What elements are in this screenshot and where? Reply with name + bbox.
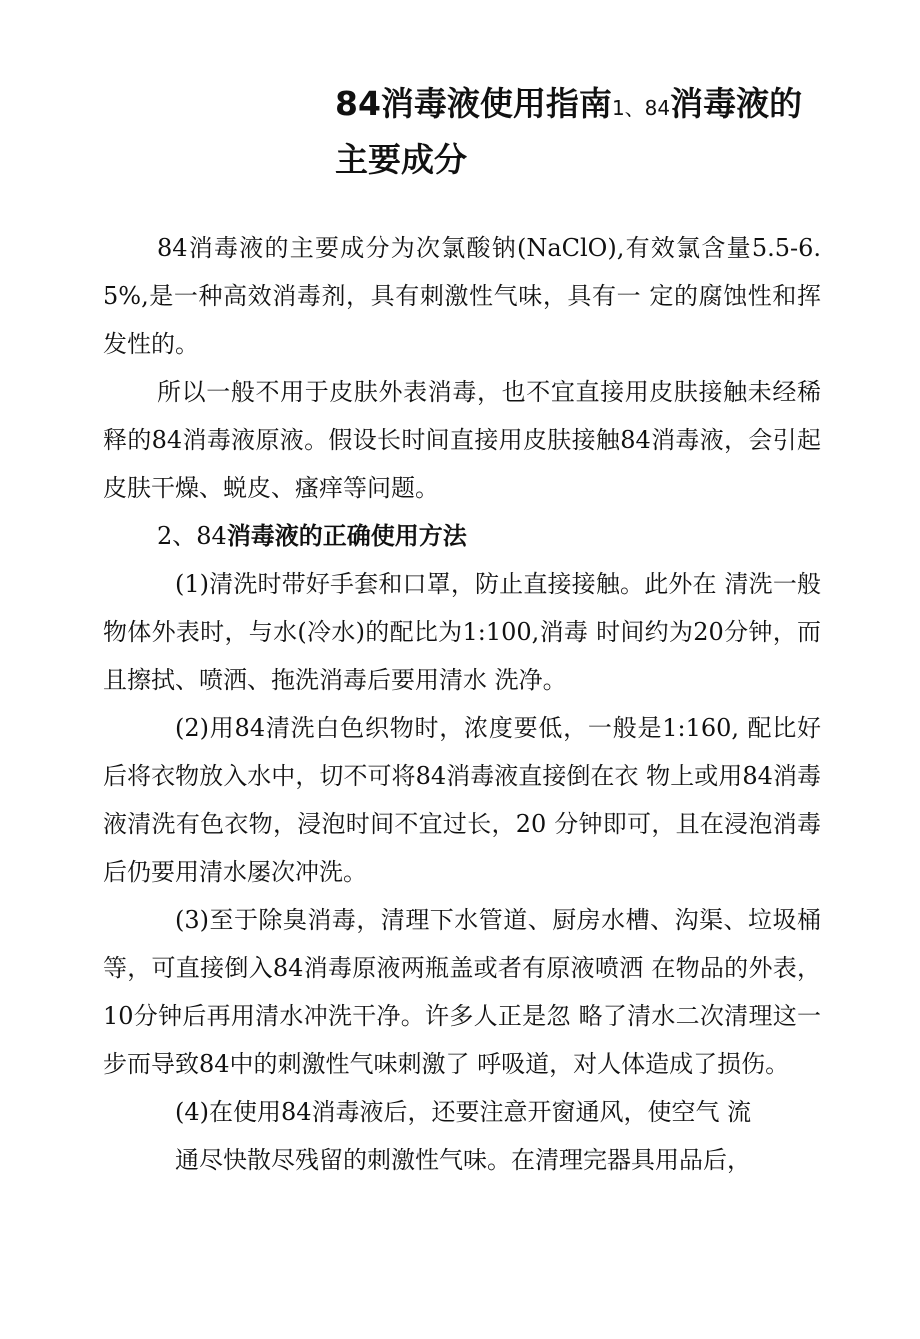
title-main: 84消毒液使用指南 (335, 84, 612, 123)
title-section-text: 消毒液的主要成分 (335, 84, 803, 179)
section-heading-text: 消毒液的正确使用方法 (226, 521, 467, 550)
document-title (335, 78, 835, 186)
document-body (103, 224, 821, 1184)
paragraph-main-ingredients: 84消毒液的主要成分为次氯酸钠(NaClO),有效氯含量5.5-6. 5%,是一种高效消毒剂，具有刺激性气味，具有一 定的腐蚀性和挥发性的。 (103, 234, 821, 358)
paragraph-usage-4-line2: 通尽快散尽残留的刺激性气味。在清理完器具用品后， (175, 1146, 751, 1174)
paragraph-usage-4-line1: (4)在使用84消毒液后，还要注意开窗通风，使空气 流 (175, 1098, 752, 1126)
paragraph-skin-warning: 所以一般不用于皮肤外表消毒，也不宜直接用皮肤接触未经稀释的84消毒液原液。假设长时间直接用皮肤接触84消毒液，会引起皮肤干燥、蜕皮、瘙痒等问题。 (103, 378, 821, 502)
paragraph-usage-1: (1)清洗时带好手套和口罩，防止直接接触。此外在 清洗一般物体外表时，与水(冷水)的配比为1:100,消毒 时间约为20分钟，而且擦拭、喷洒、拖洗消毒后要用清水 洗净。 (103, 570, 821, 694)
section-heading-number: 2、84 (157, 522, 227, 550)
paragraph-usage-2: (2)用84清洗白色织物时，浓度要低，一般是1:160, 配比好后将衣物放入水中，切不可将84消毒液直接倒在衣 物上或用84消毒液清洗有色衣物，浸泡时间不宜过长，20 分钟即可，且在浸泡消毒后仍要用清水屡次冲洗。 (103, 714, 821, 886)
title-section-number: 1、84 (611, 96, 671, 120)
section-heading-usage (103, 512, 821, 560)
paragraph-usage-3: (3)至于除臭消毒，清理下水管道、厨房水槽、沟渠、垃圾桶等，可直接倒入84消毒原液两瓶盖或者有原液喷洒 在物品的外表，10分钟后再用清水冲洗干净。许多人正是忽 略了清水二次清理这一步而导致84中的刺激性气味刺激了 呼吸道，对人体造成了损伤。 (103, 906, 821, 1078)
